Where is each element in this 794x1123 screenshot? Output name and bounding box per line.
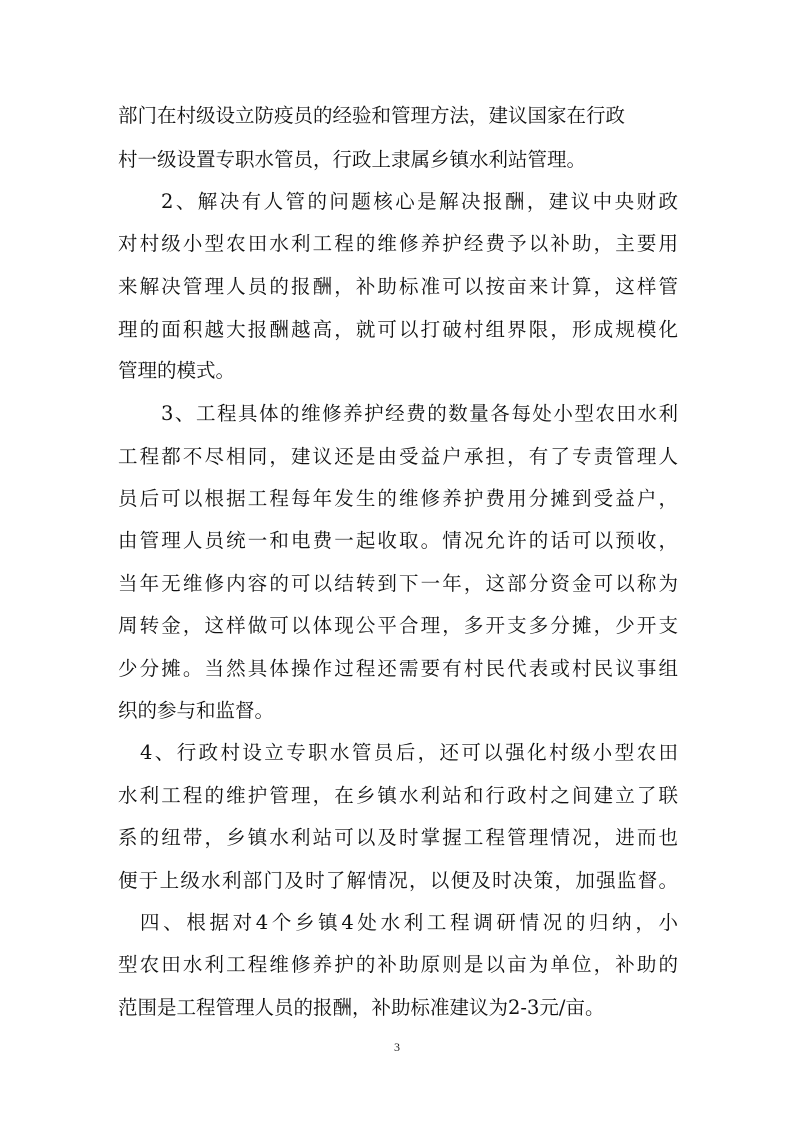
text-line: 管理的模式。: [118, 359, 236, 382]
text-line: 对村级小型农田水利工程的维修养护经费予以补助，主要用: [118, 232, 678, 255]
paragraph-2-line: 2、解决有人管的问题核心是解决报酬，建议中央财政: [161, 190, 678, 213]
text-line: 部门在村级设立防疫员的经验和管理方法，建议国家在行政: [118, 104, 626, 127]
page-number: 3: [394, 1040, 400, 1054]
text-line: 理的面积越大报酬越高，就可以打破村组界限，形成规模化: [118, 318, 678, 341]
text-line: 织的参与和监督。: [118, 699, 275, 722]
text-line: 型农田水利工程维修养护的补助原则是以亩为单位，补助的: [118, 953, 678, 976]
paragraph-4-line: 4、行政村设立专职水管员后，还可以强化村级小型农田: [140, 741, 678, 764]
section-4-line: 四、根据对4个乡镇4处水利工程调研情况的归纳，小: [140, 911, 678, 934]
text-line: 范围是工程管理人员的报酬，补助标准建议为2-3元/亩。: [118, 996, 605, 1019]
text-line: 由管理人员统一和电费一起收取。情况允许的话可以预收，: [118, 529, 678, 552]
paragraph-3-line: 3、工程具体的维修养护经费的数量各每处小型农田水利: [161, 402, 678, 425]
text-line: 当年无维修内容的可以结转到下一年，这部分资金可以称为: [118, 572, 678, 595]
text-line: 少分摊。当然具体操作过程还需要有村民代表或村民议事组: [118, 657, 678, 680]
text-line: 员后可以根据工程每年发生的维修养护费用分摊到受益户，: [118, 487, 678, 510]
text-line: 村一级设置专职水管员，行政上隶属乡镇水利站管理。: [118, 148, 587, 171]
text-line: 来解决管理人员的报酬，补助标准可以按亩来计算，这样管: [118, 275, 678, 298]
text-line: 便于上级水利部门及时了解情况，以便及时决策，加强监督。: [118, 869, 678, 892]
text-line: 周转金，这样做可以体现公平合理，多开支多分摊，少开支: [118, 614, 678, 637]
text-line: 工程都不尽相同，建议还是由受益户承担，有了专责管理人: [118, 445, 678, 468]
text-line: 系的纽带，乡镇水利站可以及时掌握工程管理情况，进而也: [118, 826, 678, 849]
text-line: 水利工程的维护管理，在乡镇水利站和行政村之间建立了联: [118, 784, 678, 807]
